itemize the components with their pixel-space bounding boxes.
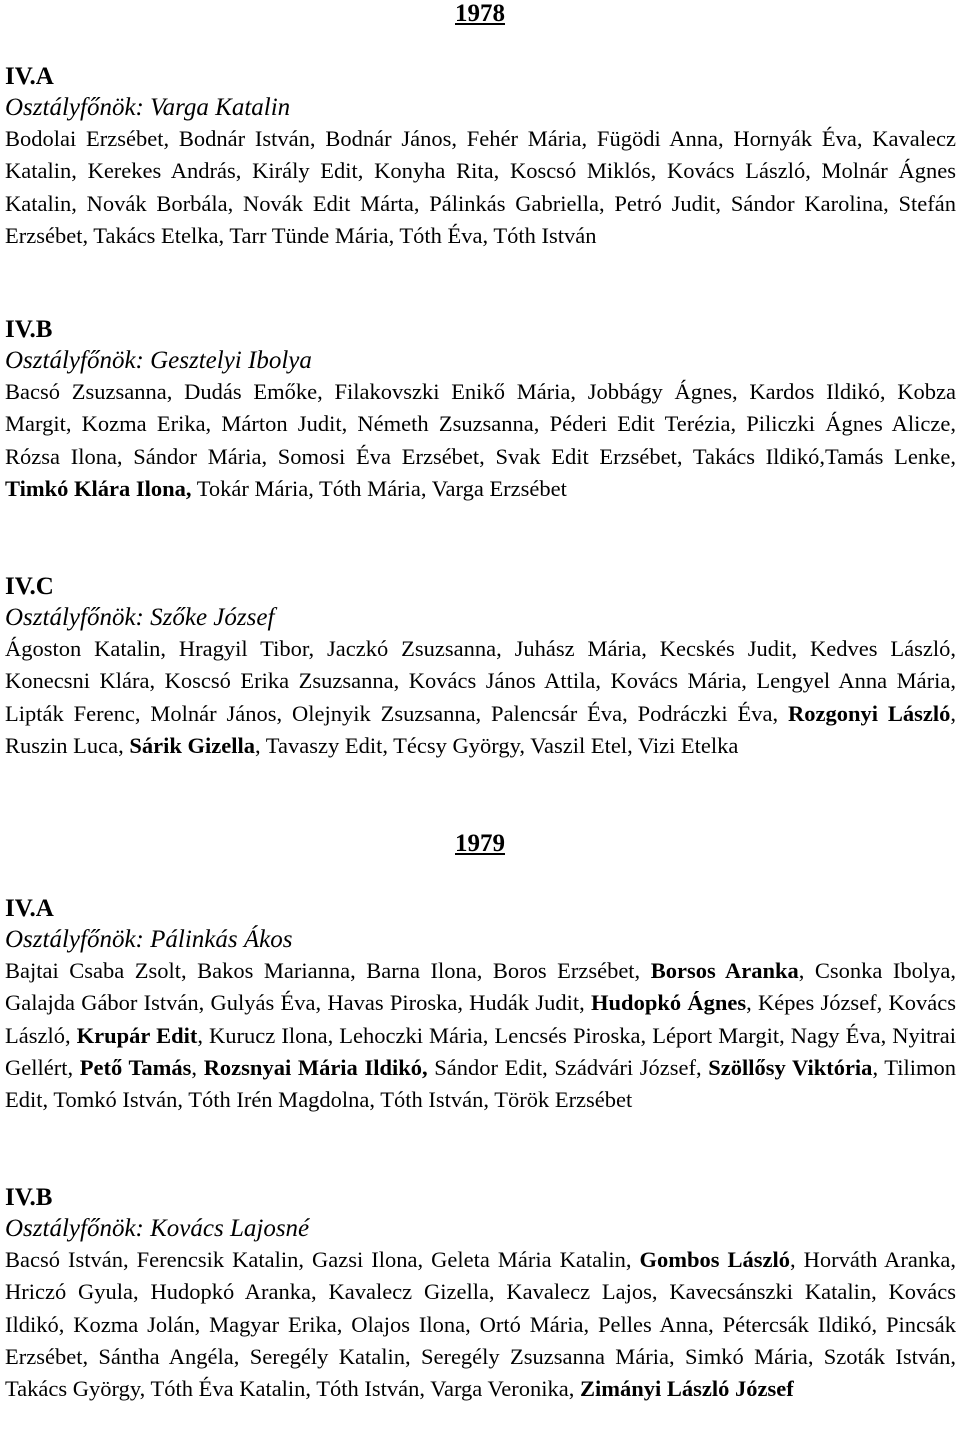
highlighted-student-names: Gombos László — [639, 1247, 791, 1272]
highlighted-student-names: Rozsnyai Mária Ildikó, — [203, 1054, 428, 1080]
class-section-1979-iv-b — [5, 1182, 956, 1405]
highlighted-student-names: Timkó Klára Ilona, — [5, 475, 192, 501]
highlighted-student-names: Hudopkó Ágnes — [591, 990, 747, 1016]
highlighted-student-names: Rozgonyi László — [787, 700, 951, 726]
class-name: IV.B — [5, 1184, 53, 1211]
student-names: , Ruszin Luca, — [5, 700, 956, 758]
highlighted-student-names: Sárik Gizella — [129, 732, 255, 758]
highlighted-student-names: Pető Tamás — [79, 1054, 192, 1080]
year-heading-1978: 1978 — [455, 0, 505, 27]
student-names: Tokár Mária, Tóth Mária, Varga Erzsébet — [191, 475, 567, 501]
highlighted-student-names: Zimányi László József — [579, 1376, 794, 1402]
class-section-1978-iv-a — [5, 61, 956, 252]
class-section-1978-iv-b — [5, 314, 956, 505]
class-teacher: Osztályfőnök: Gesztelyi Ibolya — [5, 347, 312, 374]
class-teacher: Osztályfőnök: Varga Katalin — [5, 94, 291, 121]
student-names: , — [191, 1054, 204, 1080]
student-list — [5, 633, 956, 762]
student-list — [5, 955, 956, 1116]
student-names: , Csonka Ibolya, Galajda Gábor István, Gulyás Éva, Havas Piroska, Hudák Judit, — [5, 958, 957, 1016]
class-name: IV.C — [5, 573, 54, 600]
highlighted-student-names: Borsos Aranka — [650, 958, 799, 983]
class-section-1979-iv-a — [5, 893, 956, 1116]
student-names: Bajtai Csaba Zsolt, Bakos Marianna, Barna Ilona, Boros Erzsébet, — [5, 958, 651, 983]
student-names: Bacsó Zsuzsanna, Dudás Emőke, Filakovszki Enikő Mária, Jobbágy Ágnes, Kardos Ildikó, Kobza Margit, Kozma Erika, Márton Judit, Németh Zsuzsanna, Péderi Edit Terézia, Piliczki Ágnes Alicze, Rózsa Ilona, Sándor Mária, Somosi Éva Erzsébet, Svak Edit Erzsébet, Takács Ildikó,Tamás Lenke, — [5, 379, 956, 469]
student-names: Sándor Edit, Szádvári József, — [427, 1054, 709, 1080]
class-name: IV.A — [5, 63, 54, 90]
student-list — [5, 1244, 956, 1405]
class-name: IV.A — [5, 895, 54, 922]
highlighted-student-names: Krupár Edit — [76, 1022, 198, 1048]
student-names: , Horváth Aranka, Hriczó Gyula, Hudopkó Aranka, Kavalecz Gizella, Kavalecz Lajos, Kavecsánszki Katalin, Kovács Ildikó, Kozma Jolán, Magyar Erika, Olajos Ilona, Ortó Mária, Pelles Anna, Pétercsák Ildikó, Pincsák Erzsébet, Sántha Angéla, Seregély Katalin, Seregély Zsuzsanna Mária, Simkó Mária, Szoták István, Takács György, Tóth Éva Katalin, Tóth István, Varga Veronika, — [5, 1247, 957, 1402]
student-list — [5, 376, 956, 505]
class-teacher: Osztályfőnök: Pálinkás Ákos — [5, 926, 293, 953]
student-names: , Tavaszy Edit, Técsy György, Vaszil Etel, Vizi Etelka — [254, 732, 739, 758]
class-section-1978-iv-c — [5, 571, 956, 762]
student-names: , Képes József, Kovács László, — [5, 990, 957, 1048]
class-teacher: Osztályfőnök: Kovács Lajosné — [5, 1215, 310, 1242]
student-names: , Kurucz Ilona, Lehoczki Mária, Lencsés Piroska, Léport Margit, Nagy Éva, Nyitrai Gellért, — [5, 1022, 956, 1080]
student-list — [5, 123, 956, 252]
student-names: , Tilimon Edit, Tomkó István, Tóth Irén Magdolna, Tóth István, Török Erzsébet — [5, 1054, 957, 1113]
student-names: Bacsó István, Ferencsik Katalin, Gazsi Ilona, Geleta Mária Katalin, — [5, 1247, 640, 1272]
year-heading-1979: 1979 — [455, 830, 505, 857]
highlighted-student-names: Szöllősy Viktória — [708, 1054, 873, 1080]
class-name: IV.B — [5, 316, 53, 343]
student-names: Ágoston Katalin, Hragyil Tibor, Jaczkó Zsuzsanna, Juhász Mária, Kecskés Judit, Kedves László, Konecsni Klára, Koscsó Erika Zsuzsanna, Kovács János Attila, Kovács Mária, Lengyel Anna Mária, Lipták Ferenc, Molnár János, Olejnyik Zsuzsanna, Palencsár Éva, Podráczki Éva, — [5, 636, 956, 726]
student-names: Bodolai Erzsébet, Bodnár István, Bodnár János, Fehér Mária, Fügödi Anna, Hornyák Éva, Kavalecz Katalin, Kerekes András, Király Edit, Konyha Rita, Koscsó Miklós, Kovács László, Molnár Ágnes Katalin, Novák Borbála, Novák Edit Márta, Pálinkás Gabriella, Petró Judit, Sándor Karolina, Stefán Erzsébet, Takács Etelka, Tarr Tünde Mária, Tóth Éva, Tóth István — [5, 126, 956, 248]
class-teacher: Osztályfőnök: Szőke József — [5, 604, 275, 631]
